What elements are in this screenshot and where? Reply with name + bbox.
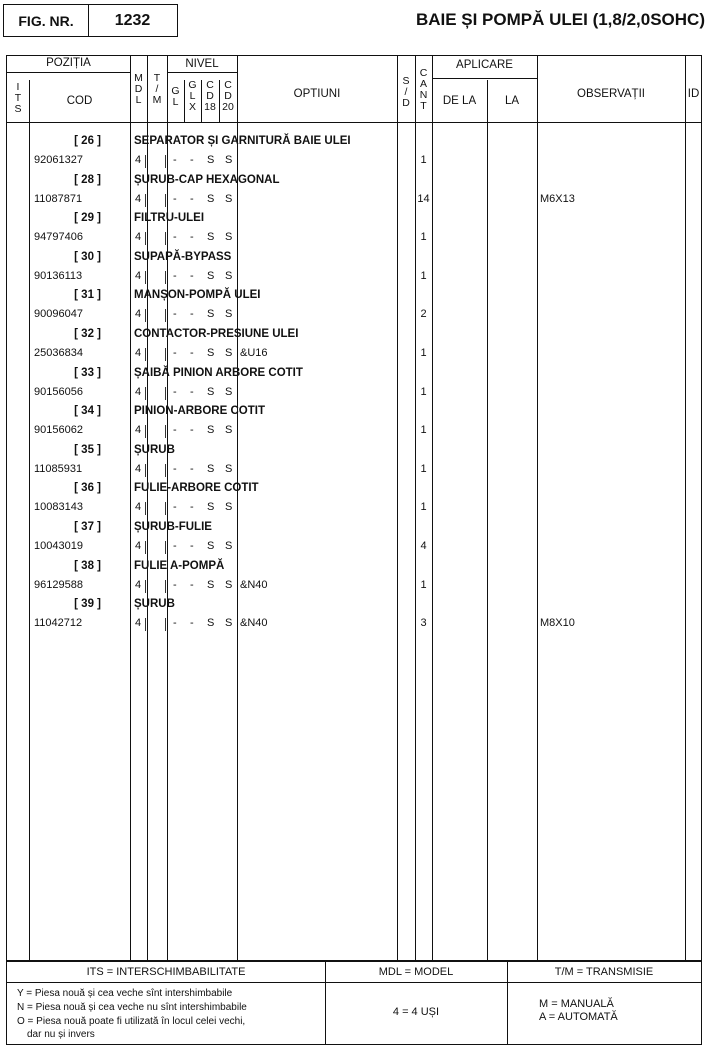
quantity: 1 <box>420 463 427 475</box>
nivel-cd18: S <box>207 463 215 475</box>
quantity: 1 <box>420 270 427 282</box>
header-letter: I <box>16 81 20 93</box>
nivel-cd20: S <box>225 231 233 243</box>
header-pozitia: POZIȚIA <box>46 57 91 69</box>
parts-table <box>6 55 702 961</box>
nivel-glx: - <box>190 463 194 475</box>
quantity: 14 <box>417 193 430 205</box>
legend <box>6 961 702 1045</box>
nivel-gl: - <box>173 617 177 629</box>
header-glx <box>184 80 201 113</box>
legend-o-line: O = Piesa nouă poate fi utilizată în locul celei vechi, <box>17 1016 246 1027</box>
figure-number-box <box>3 4 178 37</box>
cell-tick <box>165 348 166 361</box>
header-letter: M <box>152 94 162 106</box>
part-code: 25036834 <box>34 347 83 359</box>
nivel-gl: - <box>173 540 177 552</box>
col-divider-dela <box>487 80 488 961</box>
nivel-glx: - <box>190 308 194 320</box>
nivel-gl: - <box>173 463 177 475</box>
header-nivel: NIVEL <box>185 58 219 70</box>
nivel-glx: - <box>190 501 194 513</box>
part-name: CONTACTOR-PRESIUNE ULEI <box>134 328 299 340</box>
cell-tick <box>165 309 166 322</box>
mdl-value: 4 <box>135 193 142 205</box>
nivel-gl: - <box>173 231 177 243</box>
nivel-cd18: S <box>207 617 215 629</box>
nivel-cd20: S <box>225 193 233 205</box>
part-code: 10043019 <box>34 540 83 552</box>
cell-tick <box>145 387 146 400</box>
cell-tick <box>165 464 166 477</box>
header-letter: 20 <box>222 101 234 113</box>
header-letter: T <box>14 92 22 104</box>
mdl-value: 4 <box>135 308 142 320</box>
col-divider-tm <box>167 56 168 961</box>
part-name: ȘURUB-CAP HEXAGONAL <box>134 174 280 186</box>
nivel-cd18: S <box>207 154 215 166</box>
nivel-glx: - <box>190 424 194 436</box>
mdl-value: 4 <box>135 154 142 166</box>
mdl-value: 4 <box>135 579 142 591</box>
part-code: 92061327 <box>34 154 83 166</box>
cell-tick <box>145 541 146 554</box>
nivel-gl: - <box>173 579 177 591</box>
header-cd18 <box>201 80 219 113</box>
nivel-cd20: S <box>225 501 233 513</box>
header-its <box>7 82 29 115</box>
cell-tick <box>145 232 146 245</box>
cell-tick <box>145 155 146 168</box>
cell-tick <box>165 425 166 438</box>
nivel-gl: - <box>173 386 177 398</box>
col-divider-optiuni <box>397 56 398 961</box>
part-name: ȘURUB <box>134 598 175 610</box>
nivel-cd20: S <box>225 463 233 475</box>
part-name: PINION-ARBORE COTIT <box>134 405 265 417</box>
header-letter: D <box>206 90 214 102</box>
part-name: FULIE A-POMPĂ <box>134 560 225 572</box>
position-number: [ 31 ] <box>74 289 101 301</box>
nivel-cd18: S <box>207 501 215 513</box>
header-letter: D <box>134 83 143 95</box>
header-letter: D <box>224 90 232 102</box>
part-code: 10083143 <box>34 501 83 513</box>
part-name: ȘURUB-FULIE <box>134 521 212 533</box>
position-number: [ 36 ] <box>74 482 101 494</box>
col-divider-observatii <box>685 56 686 961</box>
legend-n-line: N = Piesa nouă și cea veche nu sînt intershimbabile <box>17 1002 247 1013</box>
nivel-cd18: S <box>207 386 215 398</box>
nivel-cd20: S <box>225 347 233 359</box>
quantity: 3 <box>420 617 427 629</box>
legend-o-line-cont: dar nu și invers <box>27 1029 95 1040</box>
nivel-cd20: S <box>225 424 233 436</box>
mdl-value: 4 <box>135 617 142 629</box>
header-letter: A <box>419 78 427 90</box>
quantity: 1 <box>420 347 427 359</box>
header-letter: / <box>404 86 408 98</box>
legend-divider <box>7 982 701 983</box>
header-de-la: DE LA <box>442 95 477 107</box>
option-code: &U16 <box>240 347 268 359</box>
nivel-cd20: S <box>225 308 233 320</box>
aplicare-underline <box>432 78 537 79</box>
cell-tick <box>145 309 146 322</box>
header-sd <box>397 76 415 109</box>
page-title: BAIE ȘI POMPĂ ULEI (1,8/2,0SOHC) <box>415 10 705 29</box>
position-number: [ 39 ] <box>74 598 101 610</box>
cell-tick <box>165 541 166 554</box>
nivel-cd20: S <box>225 579 233 591</box>
header-letter: T <box>153 72 161 84</box>
nivel-glx: - <box>190 154 194 166</box>
position-number: [ 32 ] <box>74 328 101 340</box>
header-letter: L <box>189 90 196 102</box>
legend-automat: A = AUTOMATĂ <box>539 1011 618 1023</box>
header-la: LA <box>504 95 520 107</box>
nivel-gl: - <box>173 308 177 320</box>
part-name: SUPAPĂ-BYPASS <box>134 251 232 263</box>
position-number: [ 26 ] <box>74 135 101 147</box>
header-letter: S <box>14 103 22 115</box>
nivel-underline <box>167 72 237 73</box>
position-number: [ 33 ] <box>74 367 101 379</box>
position-number: [ 38 ] <box>74 560 101 572</box>
quantity: 1 <box>420 501 427 513</box>
cell-tick <box>165 618 166 631</box>
header-cd20 <box>219 80 237 113</box>
legend-y-line: Y = Piesa nouă și cea veche sînt intershimbabile <box>17 988 233 999</box>
nivel-gl: - <box>173 424 177 436</box>
cell-tick <box>165 194 166 207</box>
mdl-value: 4 <box>135 463 142 475</box>
header-observatii: OBSERVAȚII <box>577 88 645 100</box>
quantity: 2 <box>420 308 427 320</box>
quantity: 1 <box>420 386 427 398</box>
option-code: &N40 <box>240 617 268 629</box>
part-code: 11042712 <box>34 617 83 629</box>
nivel-gl: - <box>173 270 177 282</box>
cell-tick <box>145 502 146 515</box>
pozitia-underline <box>7 72 130 73</box>
nivel-cd20: S <box>225 154 233 166</box>
col-divider-nivel <box>237 56 238 961</box>
mdl-value: 4 <box>135 347 142 359</box>
position-number: [ 29 ] <box>74 212 101 224</box>
nivel-gl: - <box>173 501 177 513</box>
header-letter: G <box>171 85 180 97</box>
quantity: 1 <box>420 579 427 591</box>
header-gl <box>167 86 184 108</box>
part-code: 94797406 <box>34 231 83 243</box>
cell-tick <box>165 232 166 245</box>
nivel-glx: - <box>190 270 194 282</box>
header-letter: M <box>134 72 143 84</box>
mdl-value: 4 <box>135 501 142 513</box>
nivel-cd18: S <box>207 270 215 282</box>
nivel-glx: - <box>190 540 194 552</box>
position-number: [ 30 ] <box>74 251 101 263</box>
header-tm <box>147 73 167 106</box>
mdl-value: 4 <box>135 386 142 398</box>
part-name: FILTRU-ULEI <box>134 212 205 224</box>
part-name: ȘAIBĂ PINION ARBORE COTIT <box>134 367 303 379</box>
nivel-cd18: S <box>207 231 215 243</box>
nivel-gl: - <box>173 193 177 205</box>
cell-tick <box>145 464 146 477</box>
position-number: [ 37 ] <box>74 521 101 533</box>
part-code: 90096047 <box>34 308 83 320</box>
mdl-value: 4 <box>135 424 142 436</box>
quantity: 1 <box>420 424 427 436</box>
mdl-value: 4 <box>135 270 142 282</box>
nivel-glx: - <box>190 193 194 205</box>
header-letter: L <box>135 94 142 106</box>
header-letter: C <box>206 79 214 91</box>
cell-tick <box>145 618 146 631</box>
header-cod: COD <box>66 95 93 107</box>
header-letter: C <box>419 67 428 79</box>
figure-label: FIG. NR. <box>4 5 89 36</box>
header-letter: G <box>188 79 197 91</box>
part-code: 90156056 <box>34 386 83 398</box>
nivel-glx: - <box>190 617 194 629</box>
legend-mdl-title: MDL = MODEL <box>378 966 454 978</box>
header-bottom-line <box>7 122 702 123</box>
nivel-cd20: S <box>225 270 233 282</box>
nivel-gl: - <box>173 347 177 359</box>
nivel-cd20: S <box>225 617 233 629</box>
part-code: 90156062 <box>34 424 83 436</box>
legend-manual: M = MANUALĂ <box>539 998 614 1010</box>
col-divider-mdl <box>147 56 148 961</box>
part-code: 96129588 <box>34 579 83 591</box>
header-letter: S <box>402 75 410 87</box>
observation: M8X10 <box>540 617 575 629</box>
nivel-cd18: S <box>207 540 215 552</box>
nivel-gl: - <box>173 154 177 166</box>
cell-tick <box>165 155 166 168</box>
cell-tick <box>145 194 146 207</box>
quantity: 1 <box>420 231 427 243</box>
nivel-glx: - <box>190 579 194 591</box>
part-code: 11087871 <box>34 193 83 205</box>
cell-tick <box>145 425 146 438</box>
col-divider-cant <box>432 56 433 961</box>
legend-its-title: ITS = INTERSCHIMBABILITATE <box>86 966 246 978</box>
nivel-cd20: S <box>225 540 233 552</box>
nivel-cd18: S <box>207 193 215 205</box>
cell-tick <box>165 387 166 400</box>
quantity: 1 <box>420 154 427 166</box>
cell-tick <box>165 580 166 593</box>
nivel-cd20: S <box>225 386 233 398</box>
header-cant <box>415 68 432 112</box>
part-code: 11085931 <box>34 463 83 475</box>
observation: M6X13 <box>540 193 575 205</box>
header-id: ID <box>687 88 700 100</box>
part-name: SEPARATOR ȘI GARNITURĂ BAIE ULEI <box>134 135 351 147</box>
nivel-cd18: S <box>207 424 215 436</box>
nivel-cd18: S <box>207 347 215 359</box>
nivel-glx: - <box>190 386 194 398</box>
header-letter: X <box>188 101 196 113</box>
header-letter: T <box>420 100 427 112</box>
header-letter: 18 <box>204 101 216 113</box>
legend-tm-title: T/M = TRANSMISIE <box>554 966 654 978</box>
mdl-value: 4 <box>135 231 142 243</box>
header-letter: / <box>155 83 159 95</box>
cell-tick <box>145 271 146 284</box>
position-number: [ 35 ] <box>74 444 101 456</box>
header-aplicare: APLICARE <box>456 59 513 71</box>
cell-tick <box>165 271 166 284</box>
cell-tick <box>165 502 166 515</box>
header-letter: N <box>419 89 428 101</box>
header-mdl <box>130 73 147 106</box>
header-letter: C <box>224 79 232 91</box>
part-name: MANȘON-POMPĂ ULEI <box>134 289 261 301</box>
nivel-glx: - <box>190 231 194 243</box>
col-divider-cod <box>130 56 131 961</box>
header-optiuni: OPTIUNI <box>293 88 341 100</box>
position-number: [ 28 ] <box>74 174 101 186</box>
nivel-glx: - <box>190 347 194 359</box>
cell-tick <box>145 580 146 593</box>
header-letter: D <box>402 97 410 109</box>
option-code: &N40 <box>240 579 268 591</box>
nivel-cd18: S <box>207 308 215 320</box>
position-number: [ 34 ] <box>74 405 101 417</box>
part-name: ȘURUB <box>134 444 175 456</box>
figure-number: 1232 <box>114 11 151 29</box>
header-letter: L <box>172 96 179 108</box>
mdl-value: 4 <box>135 540 142 552</box>
part-code: 90136113 <box>34 270 83 282</box>
part-name: FULIE-ARBORE COTIT <box>134 482 259 494</box>
col-divider-la <box>537 56 538 961</box>
cell-tick <box>145 348 146 361</box>
quantity: 4 <box>420 540 427 552</box>
nivel-cd18: S <box>207 579 215 591</box>
legend-mdl-value: 4 = 4 UȘI <box>392 1006 440 1018</box>
